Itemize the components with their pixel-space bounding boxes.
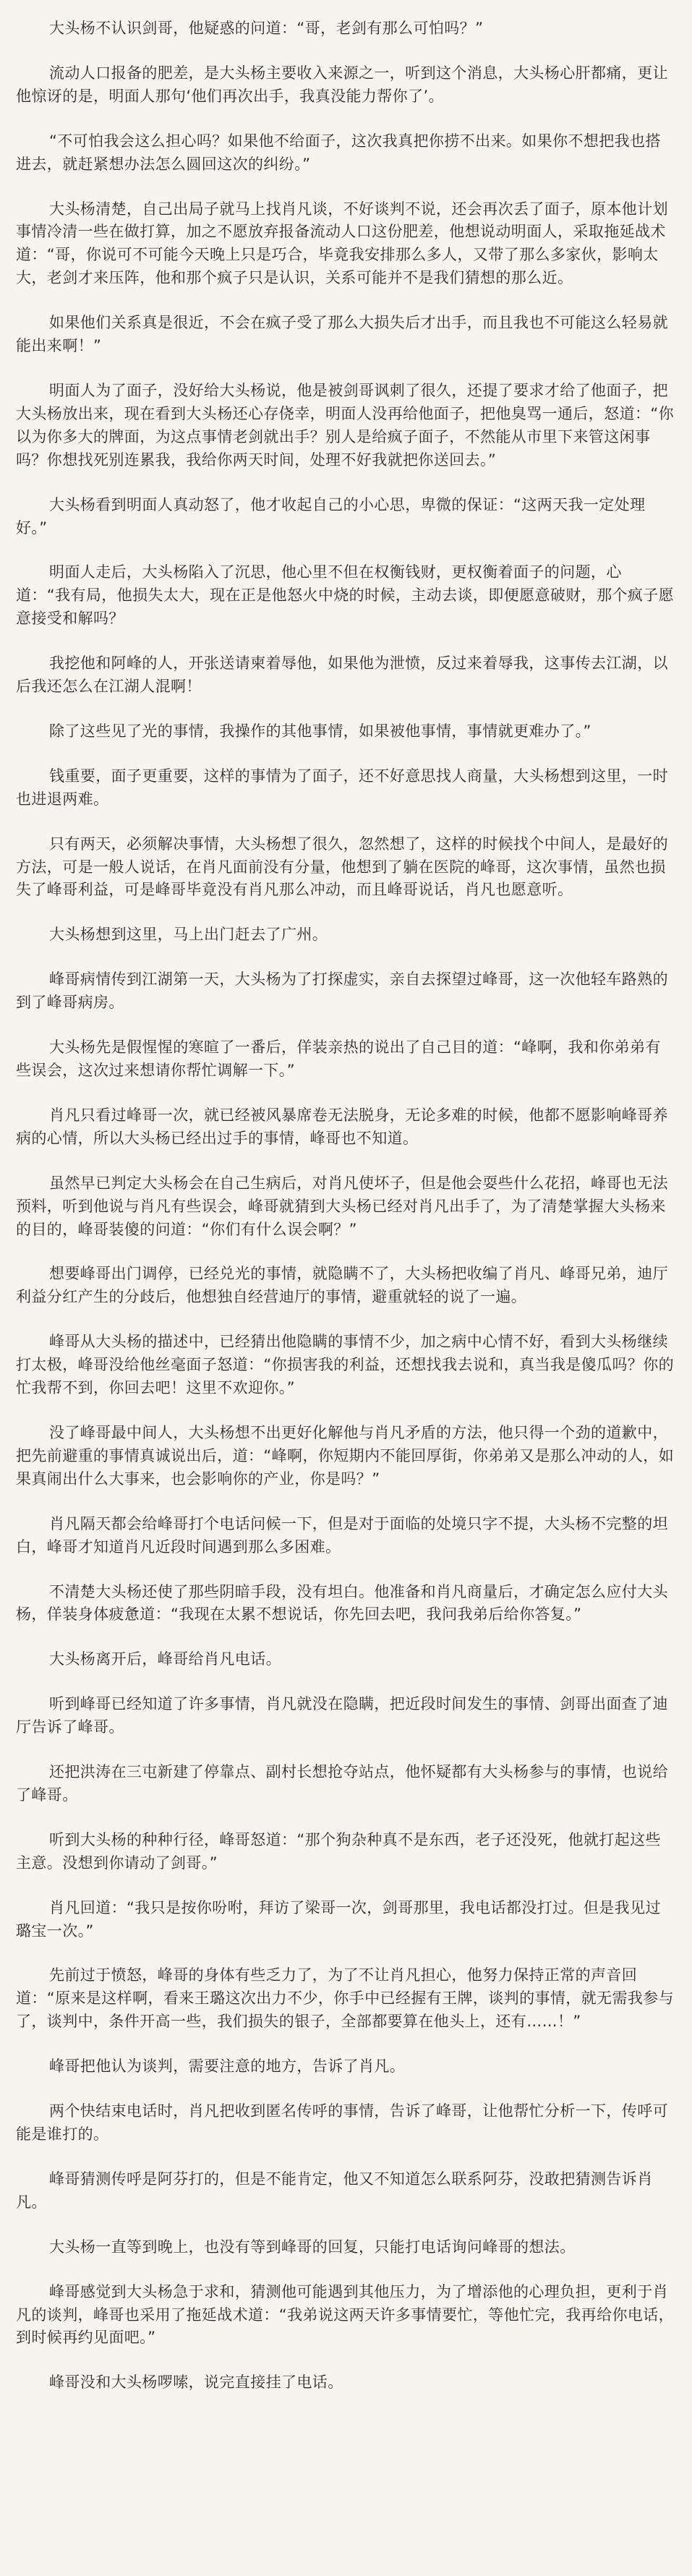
paragraph-7: 大头杨看到明面人真动怒了，他才收起自己的小心思，卑微的保证：“这两天我一定处理好。” [16,495,646,537]
paragraph-3: “不可怕我会这么担心吗？如果他不给面子，这次我真把你捞不出来。如果你不想把我也搭进去，就赶紧想办法怎么圆回这次的纠纷。” [16,132,661,173]
paragraph-12: 只有两天，必须解决事情，大头杨想了很久，忽然想了，这样的时候找个中间人，是最好的方法，可是一般人说话，在肖凡面前没有分量，他想到了躺在医院的峰哥，这次事情，虽然也损失了峰哥利益，可是峰哥毕竟没有肖凡那么冲动，而且峰哥说话，肖凡也愿意听。 [16,835,668,899]
paragraph-27: 肖凡回道：“我只是按你吩咐，拜访了梁哥一次，剑哥那里，我电话都没打过。但是我见过璐宝一次。” [16,1898,661,1940]
paragraph-22: 不清楚大头杨还使了那些阴暗手段，没有坦白。他准备和肖凡商量后，才确定怎么应付大头杨，佯装身体疲惫道：“我现在太累不想说话，你先回去吧，我问我弟后给你答复。” [16,1582,668,1624]
paragraph-29: 峰哥把他认为谈判，需要注意的地方，告诉了肖凡。 [49,2057,406,2076]
paragraph-19: 峰哥从大头杨的描述中，已经猜出他隐瞒的事情不少，加之病中心情不好，看到大头杨继续打太极，峰哥没给他丝毫面子怒道：“你损害我的利益，还想找我去说和，真当我是傻瓜吗？你的忙我帮不到，你回去吧！这里不欢迎你。” [16,1333,675,1397]
paragraph-23: 大头杨离开后，峰哥给肖凡电话。 [49,1650,281,1668]
paragraph-2: 流动人口报备的肥差，是大头杨主要收入来源之一，听到这个消息，大头杨心肝都痛，更让他惊讶的是，明面人那句‘他们再次出手，我真没能力帮你了’。 [16,64,668,105]
paragraph-24: 听到峰哥已经知道了许多事情，肖凡就没在隐瞒，把近段时间发生的事情、剑哥出面查了迪厅告诉了峰哥。 [16,1695,668,1736]
paragraph-25: 还把洪涛在三屯新建了停靠点、副村长想抢夺站点，他怀疑都有大头杨参与的事情，也说给了峰哥。 [16,1763,668,1804]
paragraph-20: 没了峰哥最中间人，大头杨想不出更好化解他与肖凡矛盾的方法，他只得一个劲的道歉中，把先前避重的事情真诚说出后，道：“峰啊，你短期内不能回厚街，你弟弟又是那么冲动的人，如果真闹出什么大事来，也会影响你的产业，你是吗？” [16,1423,675,1488]
paragraph-11: 钱重要，面子更重要，这样的事情为了面子，还不好意思找人商量，大头杨想到这里，一时也进退两难。 [16,767,668,808]
paragraph-15: 大头杨先是假惺惺的寒暄了一番后，佯装亲热的说出了自己目的道：“峰啊，我和你弟弟有些误会，这次过来想请你帮忙调解一下。” [16,1038,661,1079]
paragraph-5: 如果他们关系真是很近，不会在疯子受了那么大损失后才出手，而且我也不可能这么轻易就能出来啊！” [16,314,668,355]
paragraph-8: 明面人走后，大头杨陷入了沉思，他心里不但在权衡钱财，更权衡着面子的问题，心道：“我有局，他损失太大，现在正是他怒火中烧的时候，主动去谈，即便愿意破财，那个疯子愿意接受和解吗？ [16,563,675,628]
paragraph-34: 峰哥没和大头杨啰嗦，说完直接挂了电话。 [49,2374,343,2392]
paragraph-16: 肖凡只看过峰哥一次，就已经被风暴席卷无法脱身，无论多难的时候，他都不愿影响峰哥养病的心情，所以大头杨已经出过手的事情，峰哥也不知道。 [16,1106,668,1147]
paragraph-21: 肖凡隔天都会给峰哥打个电话问候一下，但是对于面临的处境只字不提，大头杨不完整的坦白，峰哥才知道肖凡近段时间遇到那么多困难。 [16,1514,668,1556]
paragraph-6: 明面人为了面子，没好给大头杨说，他是被剑哥讽刺了很久，还提了要求才给了他面子，把大头杨放出来，现在看到大头杨还心存侥幸，明面人没再给他面子，把他臭骂一通后，怒道：“你以为你多大的牌面，为这点事情老剑就出手？别人是给疯子面子，不然能从市里下来管这闲事吗？你想找死别连累我，我给你两天时间，处理不好我就把你送回去。” [16,381,675,469]
paragraph-10: 除了这些见了光的事情，我操作的其他事情，如果被他事情，事情就更难办了。” [49,722,591,740]
paragraph-4: 大头杨清楚，自己出局子就马上找肖凡谈，不好谈判不说，还会再次丢了面子，原本他计划事情冷清一些在做打算，加之不愿放弃报备流动人口这份肥差，他想说动明面人，采取拖延战术道：“哥，你说可不可能今天晚上只是巧合，毕竟我安排那么多人，又带了那么多家伙，影响太大，老剑才来压阵，他和那个疯子只是认识，关系可能并不是我们猜想的那么近。 [16,200,668,287]
paragraph-13: 大头杨想到这里，马上出门赶去了广州。 [49,926,328,944]
paragraph-31: 峰哥猜测传呼是阿芬打的，但是不能肯定，他又不知道怎么联系阿芬，没敢把猜测告诉肖凡。 [16,2170,653,2211]
paragraph-33: 峰哥感觉到大头杨急于求和，猜测他可能遇到其他压力，为了增添他的心理负担，更利于肖凡的谈判，峰哥也采用了拖延战术道：“我弟说这两天许多事情要忙，等他忙完，我再给你电话，到时候再约见面吧。” [16,2282,675,2347]
paragraph-17: 虽然早已判定大头杨会在自己生病后，对肖凡使坏子，但是他会耍些什么花招，峰哥也无法预料，听到他说与肖凡有些误会，峰哥就猜到大头杨已经对肖凡出手了，为了清楚掌握大头杨来的目的，峰哥装傻的问道：“你们有什么误会啊？” [16,1174,668,1238]
paragraph-30: 两个快结束电话时，肖凡把收到匿名传呼的事情，告诉了峰哥，让他帮忙分析一下，传呼可能是谁打的。 [16,2102,668,2143]
paragraph-1: 大头杨不认识剑哥，他疑惑的问道：“哥，老剑有那么可怕吗？” [49,20,484,37]
paragraph-14: 峰哥病情传到江湖第一天，大头杨为了打探虚实，亲自去探望过峰哥，这一次他轻车路熟的到了峰哥病房。 [16,971,668,1012]
paragraph-18: 想要峰哥出门调停，已经兑光的事情，就隐瞒不了，大头杨把收编了肖凡、峰哥兄弟，迪厅利益分红产生的分歧后，他想独自经营迪厅的事情，避重就轻的说了一遍。 [16,1265,668,1306]
paragraph-9: 我挖他和阿峰的人，开张送请柬着辱他，如果他为泄愤，反过来着辱我，这事传去江湖，以后我还怎么在江湖人混啊！ [16,654,668,696]
paragraph-26: 听到大头杨的种种行径，峰哥怒道：“那个狗杂种真不是东西，老子还没死，他就打起这些主意。没想到你请动了剑哥。” [16,1830,661,1872]
paragraph-32: 大头杨一直等到晚上，也没有等到峰哥的回复，只能打电话询问峰哥的想法。 [49,2238,576,2256]
paragraph-28: 先前过于愤怒，峰哥的身体有些乏力了，为了不让肖凡担心，他努力保持正常的声音回道：“原来是这样啊，看来王璐这次出力不少，你手中已经握有王牌，谈判的事情，就无需我参与了，谈判中，条件开高一些，我们损失的银子，全部都要算在他头上，还有……！” [16,1966,675,2031]
